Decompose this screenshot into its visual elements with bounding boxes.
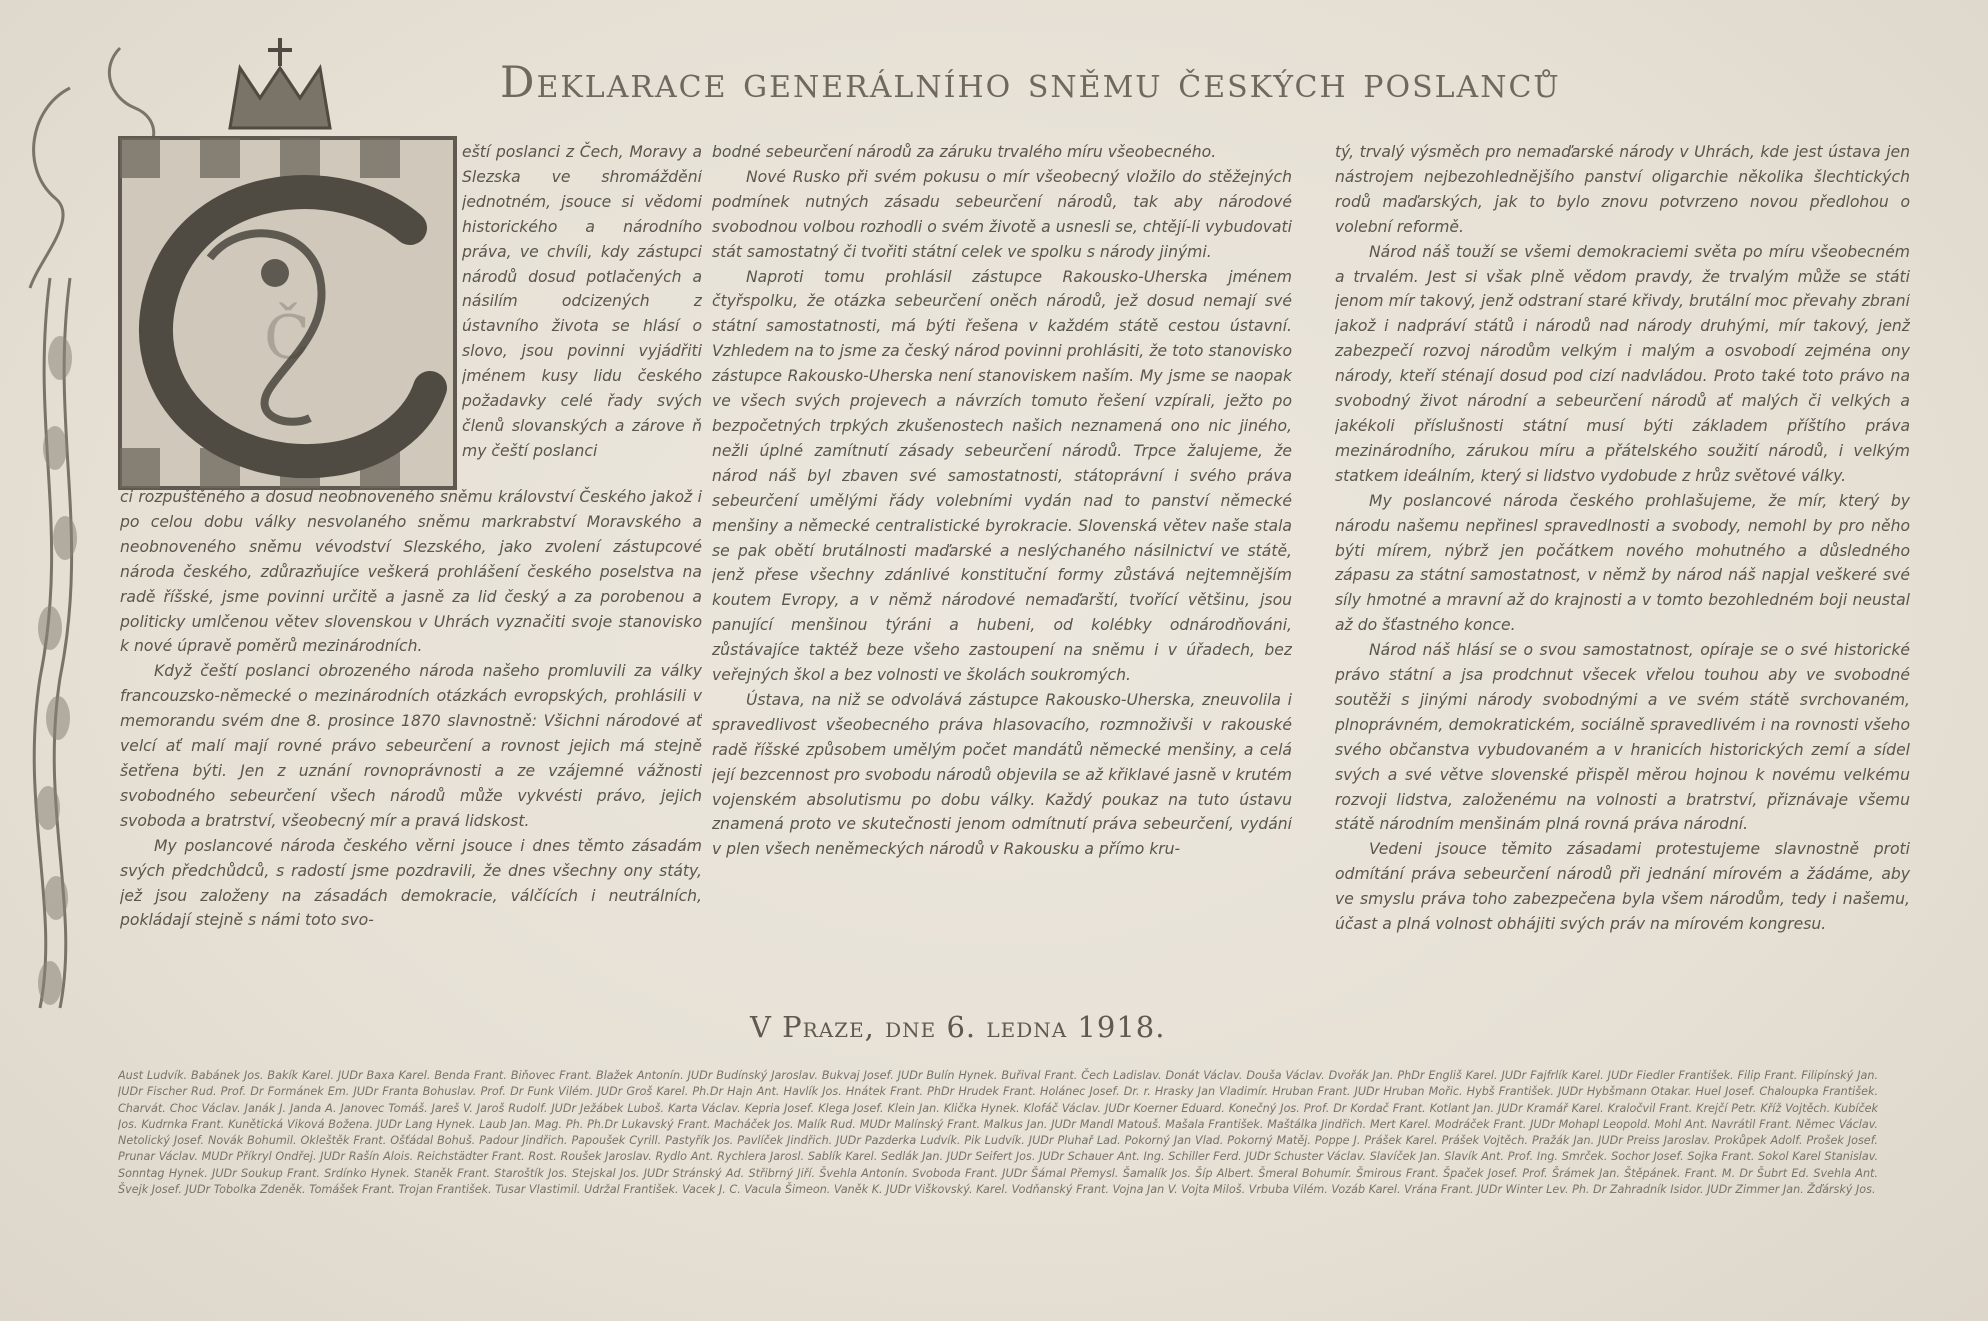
column-3-paragraph: My poslancové národa českého prohlašujeme, že mír, který by národu našemu nepřinesl spravedlnosti a svobody, nemohl by pro něho býti mírem, nýbrž jen počátkem nového mohutného a důsledného zápasu za státní samostatnost, v němž by národ náš napjal veškeré své síly hmotné a mravní až do krajnosti a v tomto bezohledném boji neustal až do šťastného konce. [1335, 491, 1910, 635]
place-and-date: V Praze, dne 6. ledna 1918. [750, 1010, 1166, 1044]
column-3 [1335, 140, 1910, 1010]
signatures-list: Aust Ludvík. Babánek Jos. Bakík Karel. JUDr Baxa Karel. Benda Frant. Biňovec Frant. Blažek Antonín. JUDr Budínský Jaroslav. Bukvaj Josef. JUDr Bulín Hynek. Buřival Frant. Čech Ladislav. Donát Václav. Douša Václav. Dvořák Jan. PhDr Engliš Karel. JUDr Fajfrlík Karel. JUDr Fiedler František. Filip Frant. Filipínský Jan. JUDr Fischer Rud. Prof. Dr Formánek Em. JUDr Franta Bohuslav. Prof. Dr Funk Vilém. JUDr Groš Karel. Ph.Dr Hajn Ant. Havlík Jos. Hnátek Frant. PhDr Hrudek Frant. Holánec Josef. Dr. r. Hrasky Jan Vladimír. Hruban Frant. JUDr Hruban Mořic. Hybš František. JUDr Hybšmann Otakar. Huel Josef. Chaloupka František. Charvát. Choc Václav. Janák J. Janda A. Janovec Tomáš. Jareš V. Jaroš Rudolf. JUDr Ježábek Luboš. Karta Václav. Kepria Josef. Klega Josef. Klein Jan. Klička Hynek. Klofáč Václav. JUDr Koerner Eduard. Konečný Jos. Prof. Dr Kordač Frant. Kotlant Jan. JUDr Kramář Karel. Kraločvil Frant. Krejčí Petr. Kříž Vojtěch. Kubíček Jos. Kudrnka Frant. Kunětická Viková Božena. JUDr Lang Hynek. Laub Jan. Mag. Ph. Ph.Dr Lukavský Frant. Macháček Jos. Malík Rud. MUDr Malínský Frant. Malkus Jan. JUDr Mandl Matouš. Mašala František. Maštálka Jindřich. Mert Karel. Modráček Frant. JUDr Mohapl Leopold. Mohl Ant. Navrátil Frant. Němec Václav. Netolický Josef. Novák Bohumil. Okleštěk Frant. Ošťádal Bohuš. Padour Jindřich. Papoušek Cyrill. Pastyřík Jos. Pavlíček Jindřich. JUDr Pazderka Ludvík. Pik Ludvík. JUDr Pluhař Lad. Pokorný Jan Vlad. Pokorný Matěj. Poppe J. Prášek Karel. Prášek Vojtěch. Pražák Jan. JUDr Preiss Jaroslav. Prokůpek Adolf. Prošek Josef. Prunar Václav. MUDr Příkryl Ondřej. JUDr Rašín Alois. Reichstädter Frant. Rost. Roušek Jaroslav. Rydlo Ant. Rychlera Jarosl. Sablík Karel. Sedlák Jan. JUDr Seifert Jos. JUDr Schauer Ant. Ing. Schiller Ferd. JUDr Schuster Václav. Slavíček Jan. Slavík Ant. Prof. Ing. Smrček. Sochor Josef. Sojka Frant. Sokol Karel Stanislav. Sonntag Hynek. JUDr Soukup Frant. Srdínko Hynek. Staněk Frant. Staroštík Jos. Stejskal Jos. JUDr Stránský Ad. Střibrný Jiří. Švehla Antonín. Svoboda Frant. JUDr Šámal Přemysl. Šamalík Jos. Šíp Albert. Šmeral Bohumír. Šmirous Frant. Špaček Josef. Prof. Šrámek Jan. Štěpánek. Frant. M. Dr Šubrt Ed. Svehla Ant. Švejk Josef. JUDr Tobolka Zdeněk. Tomášek Frant. Trojan František. Tusar Vlastimil. Udržal František. Vacek J. C. Vacula Šimeon. Vaněk K. JUDr Viškovský. Karel. Vodňanský Frant. Vojna Jan V. Vojta Miloš. Vrbuba Vilém. Vozáb Karel. Vrána Frant. JUDr Winter Lev. Ph. Dr Zahradník Isidor. JUDr Zimmer Jan. Žďárský Jos. [118, 1069, 1878, 1197]
column-3-paragraph: Národ náš touží se všemi demokraciemi světa po míru všeobecném a trvalém. Jest si však plně vědom pravdy, že trvalým může se státi jenom mír takový, jenž odstraní staré křivdy, brutální moc převahy zbraní jakož i nadpráví států i národů nad národy druhými, mír takový, jenž zabezpečí rozvoj národům velkým i malým a osvobodí zejména ony národy, kteří sténají dosud pod cizí nadvládou. Proto také toto právo na svobodný život národní a sebeurčení národů ať malých či velkých a jakékoli příslušnosti státní musí býti základem příštího práva mezinárodního, zárukou míru a přátelského soužití národů, i velkým statkem ideálním, který si lidstvo vydobude z hrůz světové války. [1335, 242, 1910, 485]
column-1-paragraph: ci rozpuštěného a dosud neobnoveného sněmu království Českého jakož i po celou dobu války nesvolaného sněmu markrabství Moravského a neobnoveného sněmu vévodství Slezského, jako zvolení zástupcové národa českého, zdůrazňujíce veškerá prohlášení českého poselstva na radě říšské, jsme povinni určitě a jasně za lid český a za porobenou a politicky umlčenou větev slovenskou v Uhrách vyznačiti svoje stanovisko k nové úpravě poměrů mezinárodních. [120, 488, 702, 656]
column-2-paragraph: Ústava, na niž se odvolává zástupce Rakousko-Uherska, zneuvolila i spravedlivost všeobecného práva hlasovacího, rozmnoživši v rakouské radě říšské způsobem umělým počet mandátů německé menšiny, a celá její bezcennost pro svobodu národů objevila se až křiklavé jasně v krutém vojenském absolutismu po dobu války. Každý poukaz na tuto ústavu znamená proto ve skutečnosti jenom odmítnutí práva sebeurčení, vydání v plen všech neněmeckých národů v Rakousku a přímo kru- [712, 690, 1292, 859]
column-3-paragraph: Vedeni jsouce těmito zásadami protestujeme slavnostně proti odmítání práva sebeurčení národů při jednání mírovém a žádáme, aby ve smyslu práva toho zabezpečena byla všem národům, tedy i našemu, účast a plná volnost obhájiti svých práv na mírovém kongresu. [1335, 840, 1910, 934]
column-3-paragraph: Národ náš hlásí se o svou samostatnost, opíraje se o své historické právo státní a jsa prodchnut všecek vřelou touhou aby ve svobodné soutěži s jinými národy svobodnými a ve svém státě svrchovaném, plnoprávném, demokratickém, sociálně spravedlivém i na rovnosti všeho svého občanstva vybudovaném a v hranicích historických zemí a sídel svých a své větve slovenské přispěl měrou hojnou k novému velkému rozvoji lidstva, založenému na volnosti a bratrství, přiznávaje všemu státě národním menšinám plná rovná práva národní. [1335, 641, 1910, 834]
column-2-paragraph: Nové Rusko při svém pokusu o mír všeobecný vložilo do stěžejných podmínek nutných zásadu sebeurčení národů, tak aby národové svobodnou volbou rozhodli o svém životě a usnesli se, chtějí-li vybudovati stát samostatný či tvořiti státní celek ve spolku s národy jinými. [712, 167, 1292, 261]
column-2 [712, 140, 1292, 1010]
column-1-intro [462, 140, 702, 482]
column-1-intro-text: eští poslanci z Čech, Moravy a Slezska ve shromáždění jednotném, jsouce si vědomi historického a národního práva, ve chvíli, kdy zástupci národů dosud potlačených a násilím odcizených z ústavního života se hlásí o slovo, jsou povinni vyjádřiti jménem kusy lidu českého požadavky celé řady svých členů slovanských a zárove ň my čeští poslanci [462, 143, 702, 460]
declaration-title: Deklarace generálního sněmu českých poslanců [500, 58, 1561, 108]
column-1-paragraph: Když čeští poslanci obrozeného národa našeho promluvili za války francouzsko-německé o mezinárodních otázkách evropských, prohlásili v memorandu svém dne 8. prosince 1870 slavnostně: Všichni národové ať velcí ať malí mají rovné právo sebeurčení a rovnost jejich má stejně šetřena býti. Jen z uznání rovnoprávnosti a ze vzájemné vážnosti svobodného sebeurčení všech národů může vykvésti právo, jejich svoboda a bratrství, všeobecný mír a pravá lidskost. [120, 662, 702, 830]
initial-letter-glyph: Č [264, 303, 310, 373]
column-3-paragraph: tý, trvalý výsměch pro nemaďarské národy v Uhrách, kde jest ústava jen nástrojem nejbezohlednějšího panství oligarchie několika šlechtických rodů maďarských, jak to bylo znovu potvrzeno novou předlohou o volební reformě. [1335, 143, 1910, 236]
column-2-paragraph: bodné sebeurčení národů za záruku trvalého míru všeobecného. [712, 143, 1217, 161]
column-1 [120, 485, 702, 1005]
column-1-paragraph: My poslancové národa českého věrni jsouce i dnes těmto zásadám svých předchůdců, s radostí jsme pozdravili, že dnes všechny ony státy, jež jsou založeny na zásadách demokracie, válčících i neutrálních, pokládají stejně s námi toto svo- [120, 836, 702, 930]
column-2-paragraph: Naproti tomu prohlásil zástupce Rakousko-Uherska jménem čtyřspolku, že otázka sebeurčení oněch národů, jež dosud nemají své státní samostatnosti, má býti řešena v každém státě cestou ústavní. Vzhledem na to jsme za český národ povinni prohlásiti, že toto stanovisko zástupce Rakousko-Uherska není stanoviskem naším. My jsme se naopak ve všech svých projevech a návrzích tomuto řešení vzpírali, ježto po bezpočetných trpkých zkušenostech našich neznamená ono nic jiného, nežli úplné zamítnutí zásady sebeurčení národů. Trpce žalujeme, že národ náš byl zbaven své samostatnosti, státoprávní i svého práva sebeurčení umělými řády volebními vydán nad to panství německé menšiny a německé centralistické byrokracie. Slovenská větev naše stala se pak obětí brutálnosti maďarské a neslýchaného násilnictví ve státě, jenž přese všechny zdánlivé konstituční formy zůstává nejtemnějším koutem Evropy, a v němž národové nemaďarští, tvořící většinu, jsou panující menšinou týráni a hubeni, od kolébky odnárodňováni, zůstávajíce taktéž beze všeho zastoupení na sněmu i v úřadech, bez veřejných škol a bez volnosti ve školách soukromých. [712, 267, 1292, 685]
